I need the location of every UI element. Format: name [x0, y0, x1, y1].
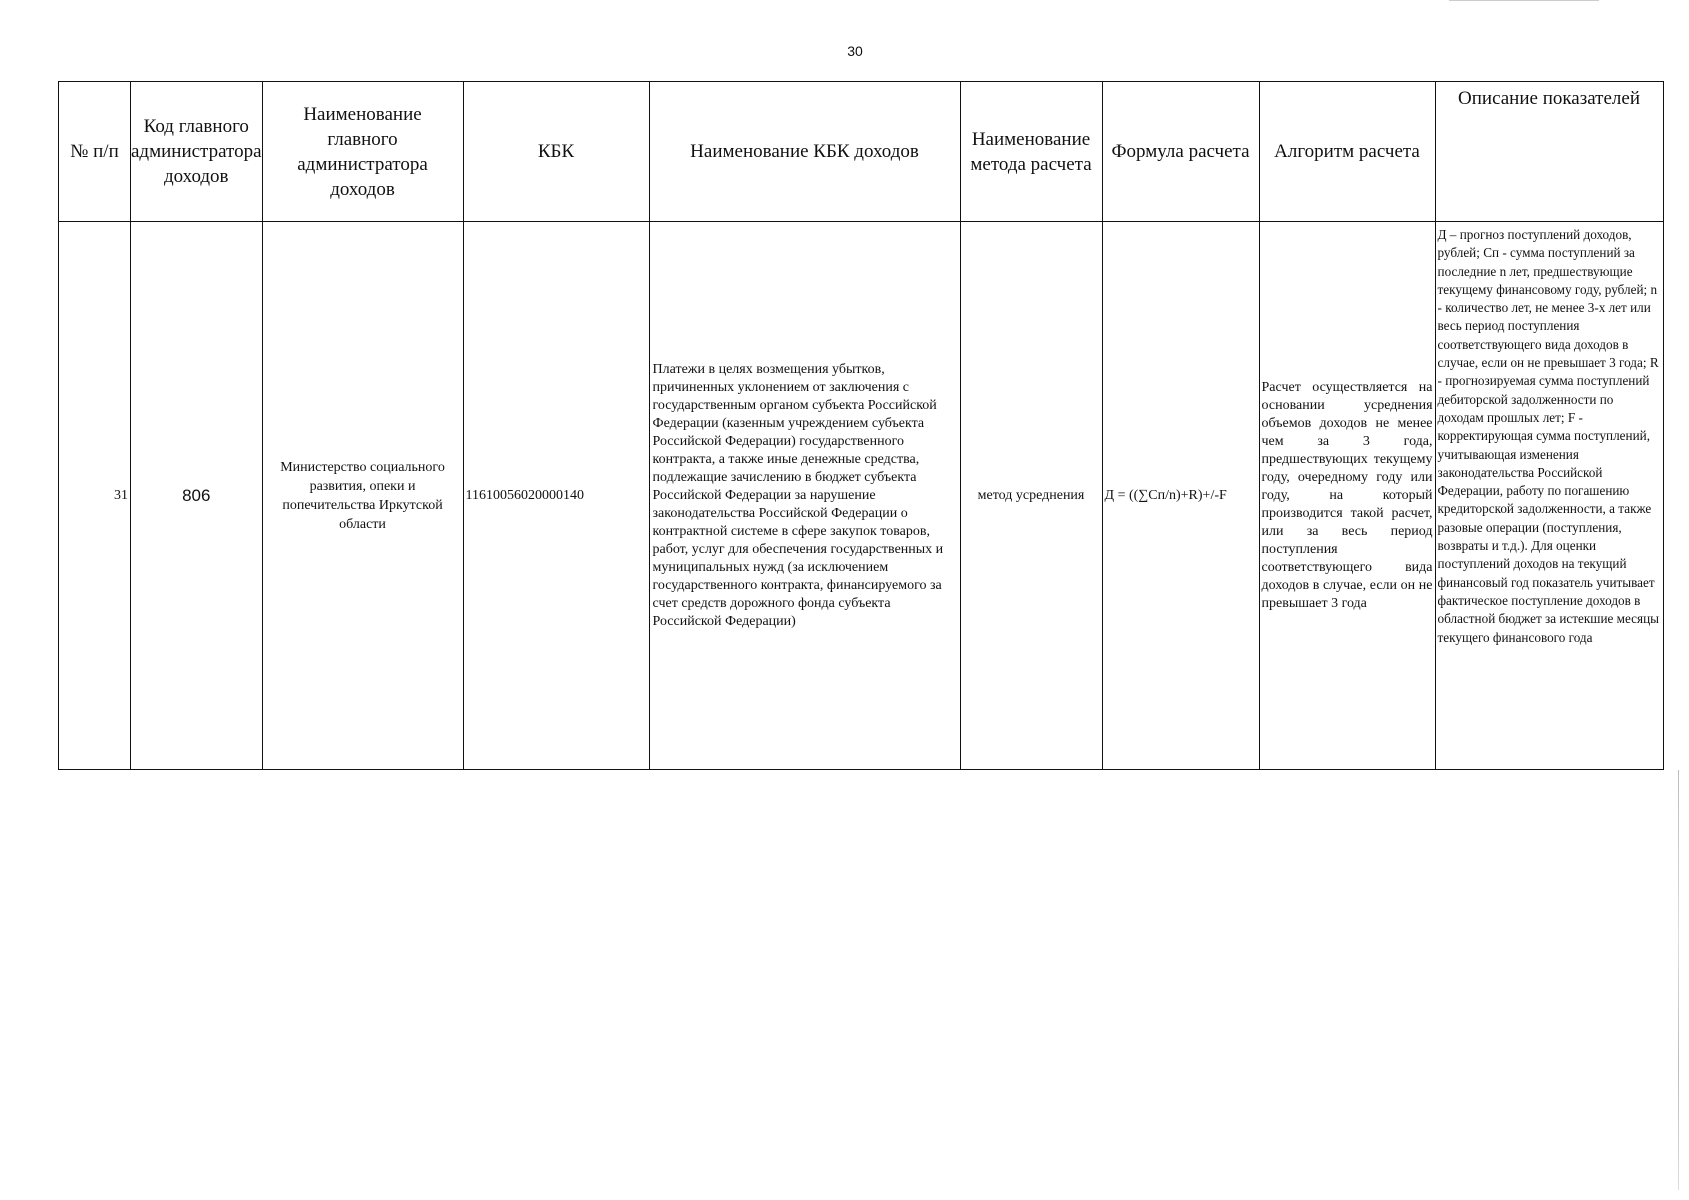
table-header [59, 82, 1664, 222]
header-kbk: КБК [463, 82, 649, 222]
scan-edge-mark-top [1449, 0, 1599, 1]
header-admin-name: Наименование главного администратора доходов [262, 82, 463, 222]
row-kbk: 11610056020000140 [463, 222, 649, 770]
row-algorithm: Расчет осуществляется на основании усреднения объемов доходов не менее чем за 3 года, предшествующих текущему году, очередному году или году, на который производится такой расчет, или за весь период поступления соответствующего вида доходов в случае, если он не превышает 3 года [1259, 222, 1435, 770]
header-admin-code: Код главного администратора доходов [131, 82, 263, 222]
row-formula: Д = ((∑Сп/n)+R)+/-F [1102, 222, 1259, 770]
header-description: Описание показателей [1435, 82, 1663, 222]
header-row [59, 82, 1664, 222]
header-formula: Формула расчета [1102, 82, 1259, 222]
row-num: 31 [59, 222, 131, 770]
header-algorithm: Алгоритм расчета [1259, 82, 1435, 222]
row-method: метод усреднения [960, 222, 1102, 770]
forecast-table [58, 81, 1664, 770]
page-number: 30 [847, 43, 863, 59]
row-kbk-name: Платежи в целях возмещения убытков, причиненных уклонением от заключения с государственным органом субъекта Российской Федерации (казенным учреждением субъекта Российской Федерации) государственного контракта, а также иные денежные средства, подлежащие зачислению в бюджет субъекта Российской Федерации за нарушение законодательства Российской Федерации о контрактной системе в сфере закупок товаров, работ, услуг для обеспечения государственных и муниципальных нужд (за исключением государственного контракта, финансируемого за счет средств дорожного фонда субъекта Российской Федерации) [649, 222, 960, 770]
table-body [59, 222, 1664, 770]
row-admin-code: 806 [131, 222, 263, 770]
header-kbk-name: Наименование КБК доходов [649, 82, 960, 222]
row-description: Д – прогноз поступлений доходов, рублей; Сп - сумма поступлений за последние n лет, предшествующие текущему финансовому году, рублей; n - количество лет, не менее 3-х лет или весь период поступления соответствующего вида доходов в случае, если он не превышает 3 года; R - прогнозируемая сумма поступлений дебиторской задолженности по доходам прошлых лет; F - корректирующая сумма поступлений, учитывающая изменения законодательства Российской Федерации, работу по погашению кредиторской задолженности, а также разовые операции (поступления, возвраты и т.д.). Для оценки поступлений доходов на текущий финансовый год показатель учитывает фактическое поступление доходов в областной бюджет за истекшие месяцы текущего финансового года [1435, 222, 1663, 770]
row-admin-name: Министерство социального развития, опеки и попечительства Иркутской области [262, 222, 463, 770]
header-num: № п/п [59, 82, 131, 222]
table-row [59, 222, 1664, 770]
scan-edge-mark [1678, 770, 1679, 1190]
header-method: Наименование метода расчета [960, 82, 1102, 222]
